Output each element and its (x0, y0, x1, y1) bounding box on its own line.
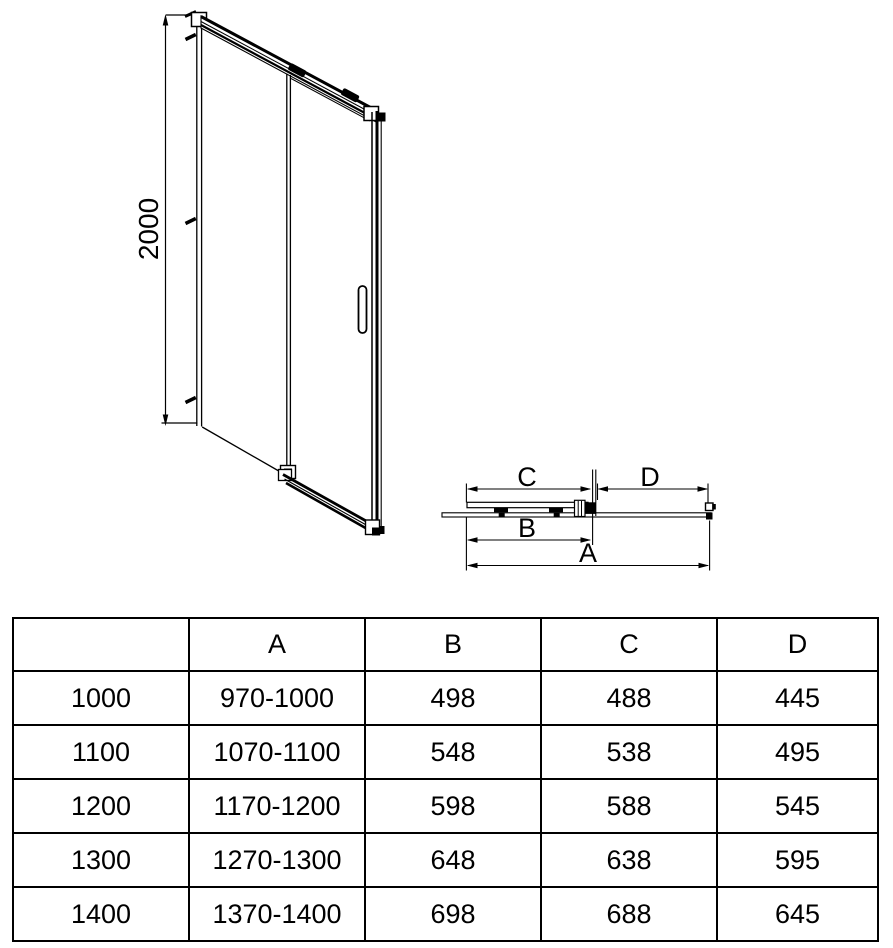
wall-bracket-icon (186, 35, 196, 40)
door-handle-icon (359, 286, 367, 333)
table-header-b: B (365, 618, 541, 671)
arrow-right-icon (698, 486, 709, 491)
table-cell-b: 648 (365, 833, 541, 887)
edge-profile (575, 500, 586, 516)
roller-bracket-icon (494, 508, 508, 513)
arrow-down-icon (163, 415, 169, 427)
table-cell-c: 488 (541, 671, 717, 725)
table-cell-a: 1170-1200 (189, 779, 365, 833)
dimension-a-label: A (578, 538, 598, 568)
table-cell-b: 498 (365, 671, 541, 725)
arrow-left-icon (467, 486, 478, 491)
table-header-a: A (189, 618, 365, 671)
table-cell-size: 1000 (13, 671, 189, 725)
roller-bracket-icon (549, 508, 563, 513)
size-table (12, 617, 879, 942)
table-cell-size: 1200 (13, 779, 189, 833)
top-rail (201, 16, 386, 123)
door-leading-edge (281, 74, 296, 479)
arrow-up-icon (163, 14, 169, 26)
table-cell-d: 495 (717, 725, 878, 779)
dimension-d (597, 462, 708, 492)
arrow-right-icon (581, 486, 592, 491)
dimension-d-label: D (640, 462, 660, 492)
height-dimension-label: 2000 (133, 197, 164, 261)
table-cell-b: 548 (365, 725, 541, 779)
arrow-left-icon (597, 486, 608, 491)
arrow-left-icon (467, 563, 478, 568)
table-cell-a: 970-1000 (189, 671, 365, 725)
table-cell-c: 638 (541, 833, 717, 887)
table-row (13, 725, 878, 779)
table-row (13, 671, 878, 725)
table-cell-c: 588 (541, 779, 717, 833)
table-cell-d: 645 (717, 887, 878, 941)
table-cell-size: 1300 (13, 833, 189, 887)
arrow-right-icon (699, 563, 710, 568)
arrow-left-icon (467, 537, 478, 542)
table-cell-d: 595 (717, 833, 878, 887)
table-cell-b: 598 (365, 779, 541, 833)
table-cell-d: 445 (717, 671, 878, 725)
dimension-b-label: B (517, 513, 537, 543)
table-row (13, 779, 878, 833)
table-cell-a: 1070-1100 (189, 725, 365, 779)
table-cell-a: 1270-1300 (189, 833, 365, 887)
front-view (133, 12, 386, 536)
table-row (13, 887, 878, 941)
table-cell-size: 1400 (13, 887, 189, 941)
wall-profile-left (185, 12, 207, 427)
wall-profile-cap (706, 503, 714, 511)
table-header-d: D (717, 618, 878, 671)
dimension-c-label: C (517, 462, 537, 492)
table-cell-b: 698 (365, 887, 541, 941)
table-header-c: C (541, 618, 717, 671)
table-cell-size: 1100 (13, 725, 189, 779)
dimension-a (467, 538, 709, 568)
frame-profile-right (372, 111, 385, 534)
table-header-row (13, 618, 878, 671)
dimension-c (467, 462, 591, 492)
table-header-size (13, 618, 189, 671)
table-cell-c: 538 (541, 725, 717, 779)
seal-block (585, 502, 596, 514)
table-cell-d: 545 (717, 779, 878, 833)
plan-view (442, 462, 716, 571)
bottom-rail (202, 427, 380, 536)
table-row (13, 833, 878, 887)
wall-bracket-icon (186, 219, 196, 224)
table-cell-c: 688 (541, 887, 717, 941)
table-cell-a: 1370-1400 (189, 887, 365, 941)
wall-bracket-icon (186, 398, 196, 403)
